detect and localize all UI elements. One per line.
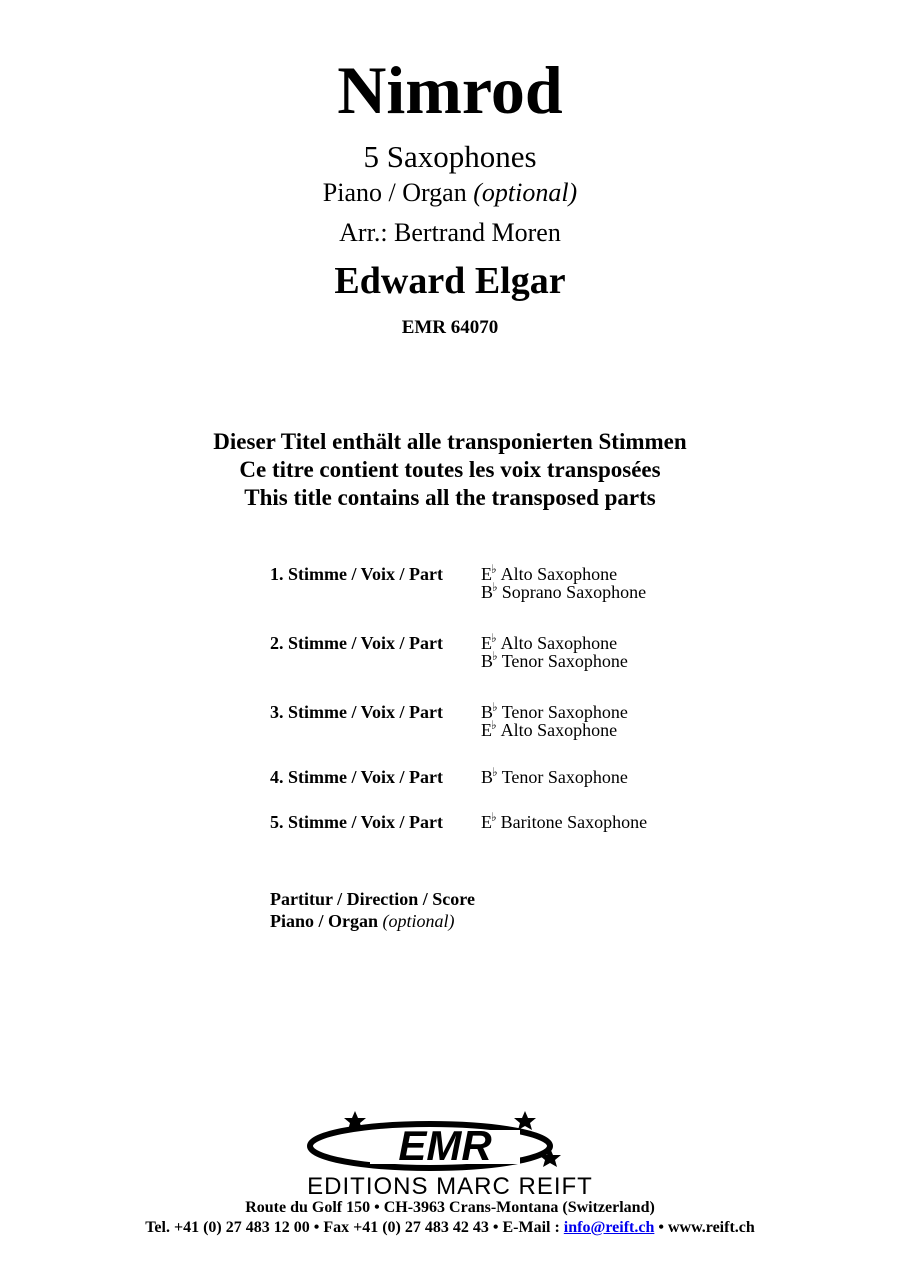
flat-icon: ♭ bbox=[491, 718, 497, 732]
flat-icon: ♭ bbox=[492, 700, 498, 714]
notice-de: Dieser Titel enthält alle transponierten Stimmen bbox=[213, 429, 687, 454]
contact-suffix: • www.reift.ch bbox=[654, 1219, 755, 1236]
instrument: B♭ Tenor Saxophone bbox=[481, 765, 628, 787]
piano-organ-label: Piano / Organ bbox=[270, 911, 379, 931]
email-link[interactable]: info@reift.ch bbox=[563, 1219, 655, 1236]
part-label: 3. Stimme / Voix / Part bbox=[270, 702, 443, 722]
instrument: E♭ Baritone Saxophone bbox=[481, 810, 648, 832]
instrument: B♭ Soprano Saxophone bbox=[481, 580, 647, 602]
instrument: B♭ Tenor Saxophone bbox=[481, 700, 628, 722]
flat-icon: ♭ bbox=[492, 649, 498, 663]
score-label: Partitur / Direction / Score bbox=[270, 889, 475, 909]
instrument: E♭ Alto Saxophone bbox=[481, 718, 618, 740]
logo-text: EMR bbox=[398, 1122, 492, 1169]
part-label: 1. Stimme / Voix / Part bbox=[270, 564, 443, 584]
notice-en: This title contains all the transposed parts bbox=[244, 485, 656, 510]
flat-icon: ♭ bbox=[491, 631, 497, 645]
instrument: E♭ Alto Saxophone bbox=[481, 631, 618, 653]
part-label: 2. Stimme / Voix / Part bbox=[270, 633, 443, 653]
notice-fr: Ce titre contient toutes les voix transposées bbox=[239, 457, 661, 482]
part-label: 4. Stimme / Voix / Part bbox=[270, 767, 443, 787]
instrumentation: 5 Saxophones bbox=[363, 139, 537, 174]
emr-logo bbox=[240, 1108, 660, 1198]
part-instruments bbox=[481, 700, 628, 740]
flat-icon: ♭ bbox=[492, 580, 498, 594]
part-instruments bbox=[481, 765, 628, 787]
accompaniment-line bbox=[0, 177, 900, 209]
instrument: E♭ Alto Saxophone bbox=[481, 562, 618, 584]
part-instruments bbox=[481, 631, 628, 671]
accompaniment: Piano / Organ bbox=[322, 178, 467, 207]
catalog-number: EMR 64070 bbox=[401, 317, 499, 338]
part-label: 5. Stimme / Voix / Part bbox=[270, 812, 443, 832]
flat-icon: ♭ bbox=[492, 765, 498, 779]
transposition-notice bbox=[0, 428, 900, 512]
flat-icon: ♭ bbox=[491, 810, 497, 824]
composer: Edward Elgar bbox=[334, 260, 566, 302]
instrument: B♭ Tenor Saxophone bbox=[481, 649, 628, 671]
part-instruments bbox=[481, 810, 648, 832]
piece-title: Nimrod bbox=[337, 52, 563, 128]
publisher-address: Route du Golf 150 • CH-3963 Crans-Montana (Switzerland) bbox=[245, 1199, 655, 1216]
contact-prefix: Tel. +41 (0) 27 483 12 00 • Fax +41 (0) 27 483 42 43 • E-Mail : bbox=[145, 1219, 564, 1236]
arranger: Arr.: Bertrand Moren bbox=[339, 218, 561, 247]
accompaniment-note: (optional) bbox=[473, 178, 578, 207]
star-icon bbox=[514, 1111, 536, 1130]
piano-organ-note: (optional) bbox=[382, 911, 455, 931]
publisher-contact bbox=[0, 1218, 900, 1238]
piano-organ-line bbox=[270, 910, 475, 932]
publisher-name: EDITIONS MARC REIFT bbox=[307, 1173, 593, 1198]
extras bbox=[270, 888, 475, 932]
part-instruments bbox=[481, 562, 647, 602]
flat-icon: ♭ bbox=[491, 562, 497, 576]
